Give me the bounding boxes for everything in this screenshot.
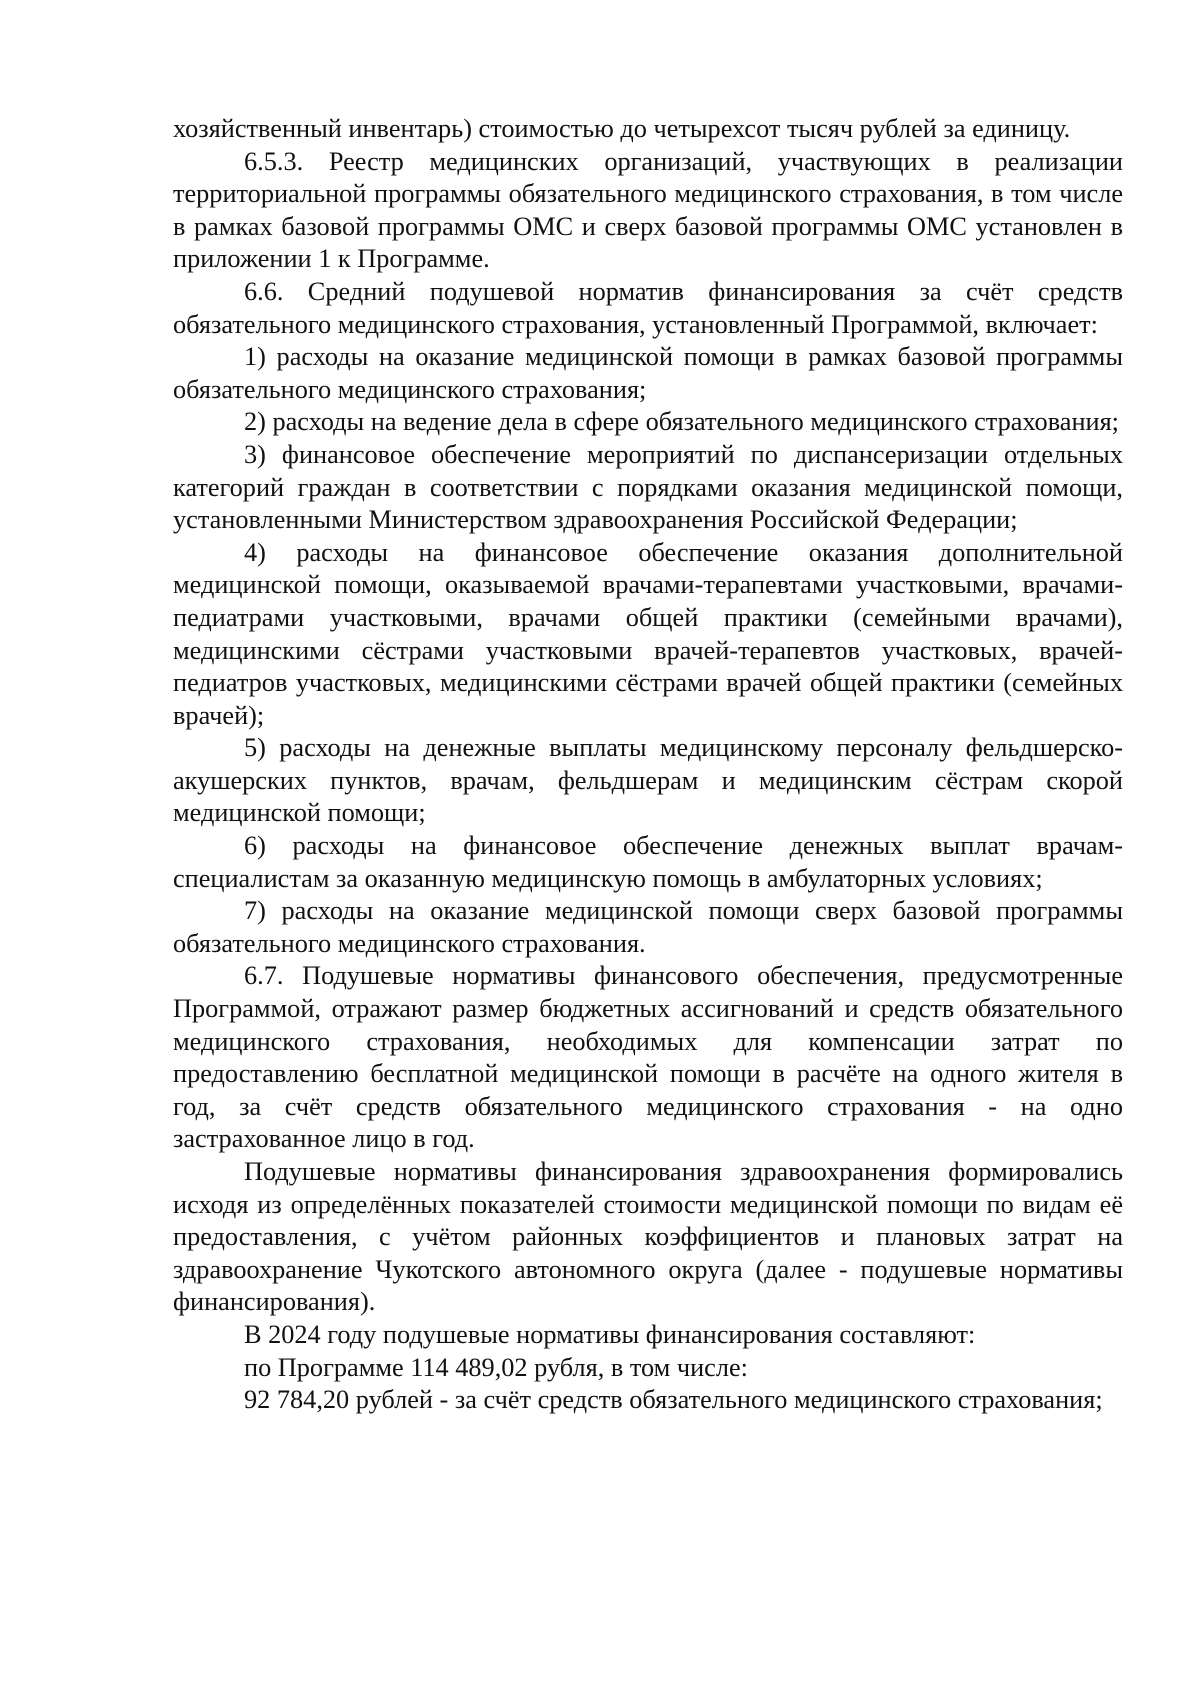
paragraph-continuation: хозяйственный инвентарь) стоимостью до четырехсот тысяч рублей за единицу. (173, 114, 1071, 143)
paragraph-oms-amount: 92 784,20 рублей - за счёт средств обязательного медицинского страхования; (244, 1385, 1103, 1415)
paragraph-program-total: по Программе 114 489,02 рубля, в том числе: (244, 1352, 748, 1382)
document-body (173, 113, 1123, 1417)
list-item-1: 1) расходы на оказание медицинской помощи в рамках базовой программы обязательного медицинского страхования; (173, 342, 1123, 404)
list-item-3: 3) финансовое обеспечение мероприятий по диспансеризации отдельных категорий граждан в соответствии с порядками оказания медицинской помощи, установленными Министерством здравоохранения Российской Федерации; (173, 439, 1123, 535)
list-item-2: 2) расходы на ведение дела в сфере обязательного медицинского страхования; (244, 407, 1119, 437)
paragraph-2024-norms: В 2024 году подушевые нормативы финансирования составляют: (244, 1319, 976, 1349)
paragraph-6-7: 6.7. Подушевые нормативы финансового обеспечения, предусмотренные Программой, отражают размер бюджетных ассигнований и средств обязательного медицинского страхования, необходимых для компенсации затрат по предоставлению бесплатной медицинской помощи в расчёте на одного жителя в год, за счёт средств обязательного медицинского страхования - на одно застрахованное лицо в год. (173, 961, 1123, 1154)
list-item-6: 6) расходы на финансовое обеспечение денежных выплат врачам-специалистам за оказанную медицинскую помощь в амбулаторных условиях; (173, 831, 1123, 893)
list-item-4: 4) расходы на финансовое обеспечение оказания дополнительной медицинской помощи, оказываемой врачами-терапевтами участковыми, врачами-педиатрами участковыми, врачами общей практики (семейными врачами), медицинскими сёстрами участковыми врачей-терапевтов участковых, врачей-педиатров участковых, медицинскими сёстрами врачей общей практики (семейных врачей); (173, 537, 1123, 730)
paragraph-6-5-3: 6.5.3. Реестр медицинских организаций, участвующих в реализации территориальной программы обязательного медицинского страхования, в том числе в рамках базовой программы ОМС и сверх базовой программы ОМС установлен в приложении 1 к Программе. (173, 146, 1123, 274)
paragraph-6-6: 6.6. Средний подушевой норматив финансирования за счёт средств обязательного медицинского страхования, установленный Программой, включает: (173, 276, 1123, 339)
paragraph-norms-formation: Подушевые нормативы финансирования здравоохранения формировались исходя из определённых показателей стоимости медицинской помощи по видам её предоставления, с учётом районных коэффициентов и плановых затрат на здравоохранение Чукотского автономного округа (далее - подушевые нормативы финансирования). (173, 1157, 1123, 1317)
list-item-7: 7) расходы на оказание медицинской помощи сверх базовой программы обязательного медицинского страхования. (173, 896, 1123, 958)
list-item-5: 5) расходы на денежные выплаты медицинскому персоналу фельдшерско-акушерских пунктов, врачам, фельдшерам и медицинским сёстрам скорой медицинской помощи; (173, 733, 1123, 828)
